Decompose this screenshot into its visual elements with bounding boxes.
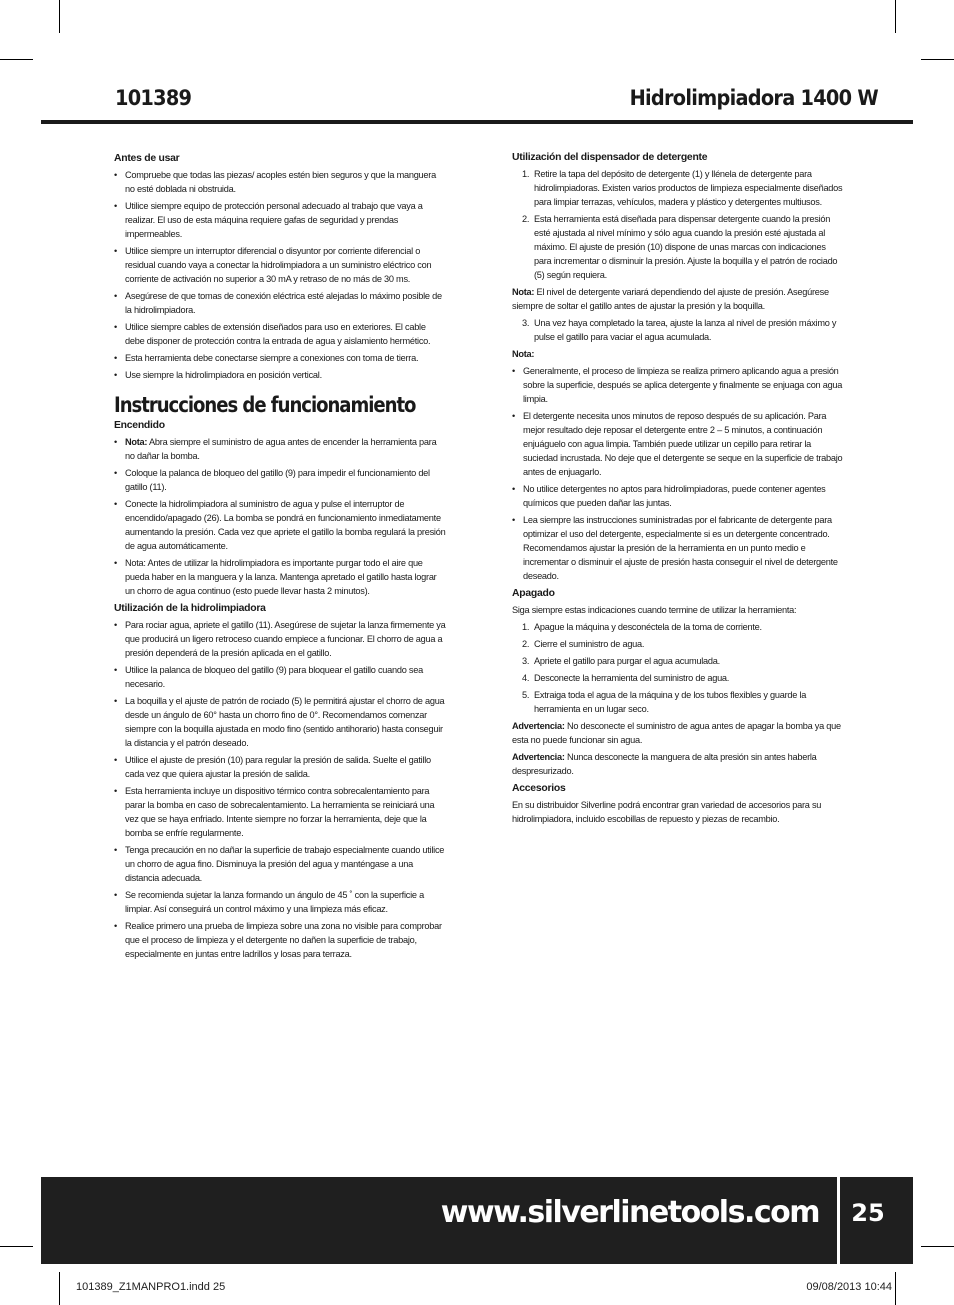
note-text: Abra siempre el suministro de agua antes de encender la herramienta para no dañar la bomba. xyxy=(125,437,437,461)
list-item: • No utilice detergentes no aptos para hidrolimpiadoras, puede contener agentes químicos que pueden dañar las juntas. xyxy=(512,482,845,510)
warning-label: Advertencia: xyxy=(512,752,565,762)
detergente-steps-cont xyxy=(512,316,845,344)
note-label: Nota: xyxy=(125,437,148,447)
warning-paragraph xyxy=(512,719,845,747)
step-number: 3. xyxy=(522,656,530,666)
list-item: • Tenga precaución en no dañar la superficie de trabajo especialmente cuando utilice un chorro de agua fino. Disminuya la presión del agua y manténgase a una distancia adecuada. xyxy=(114,843,446,885)
nota-list xyxy=(512,364,845,583)
section-title-apagado: Apagado xyxy=(512,588,555,599)
step-text: Desconecte la herramienta del suministro de agua. xyxy=(534,673,730,683)
page-title: Hidrolimpiadora 1400 W xyxy=(629,86,878,110)
crop-mark xyxy=(895,0,896,33)
step-text: Extraiga toda el agua de la máquina y de los tubos flexibles y guarde la herramienta en un lugar seco. xyxy=(534,690,807,714)
list-item xyxy=(512,316,845,344)
product-code: 101389 xyxy=(115,86,192,110)
list-item: • Use siempre la hidrolimpiadora en posición vertical. xyxy=(114,368,446,382)
step-number: 1. xyxy=(522,622,530,632)
list-item: • Esta herramienta debe conectarse siempre a conexiones con toma de tierra. xyxy=(114,351,446,365)
crop-mark xyxy=(0,1246,33,1247)
crop-mark xyxy=(0,59,33,60)
crop-mark xyxy=(59,0,60,33)
list-item: • Compruebe que todas las piezas/ acoples estén bien seguros y que la manguera no esté doblada ni obstruida. xyxy=(114,168,446,196)
note-paragraph xyxy=(512,285,845,313)
step-text: Una vez haya completado la tarea, ajuste la lanza al nivel de presión máximo y pulse el gatillo para vaciar el agua acumulada. xyxy=(534,318,837,342)
step-text: Retire la tapa del depósito de detergente (1) y llénela de detergente para hidrolimpiadoras. Existen varios productos de limpieza especialmente diseñados para limpiar terrazas, vehículos, madera y plástico y detergentes multiusos. xyxy=(534,169,843,207)
section-title-encendido: Encendido xyxy=(114,420,165,431)
note-heading xyxy=(512,347,845,361)
accesorios-text: En su distribuidor Silverline podrá encontrar gran variedad de accesorios para su hidrolimpiadora, incluido escobillas de repuesto y piezas de recambio. xyxy=(512,800,822,824)
list-item: • Realice primero una prueba de limpieza sobre una zona no visible para comprobar que el proceso de limpieza y el detergente no dañen la superficie de trabajo, especialmente en juntas entre ladrillos y losas para terraza. xyxy=(114,919,446,961)
section-title-utilizacion: Utilización de la hidrolimpiadora xyxy=(114,603,266,614)
list-item: • Utilice la palanca de bloqueo del gatillo (9) para bloquear el gatillo cuando sea necesario. xyxy=(114,663,446,691)
list-item xyxy=(114,435,446,463)
crop-mark xyxy=(59,1272,60,1305)
list-item: • Utilice el ajuste de presión (10) para regular la presión de salida. Suelte el gatillo cada vez que quiera ajustar la presión de salida. xyxy=(114,753,446,781)
step-number: 2. xyxy=(522,214,530,224)
list-item: • El detergente necesita unos minutos de reposo después de su aplicación. Para mejor resultado deje reposar el detergente entre 2 – 5 minutos, a continuación enjuáguelo con agua limpia. También puede utilizar un cepillo para retirar la suciedad incrustada. No deje que el detergente se seque en la superficie de trabajo antes de enjuagarlo. xyxy=(512,409,845,479)
note-label: Nota: xyxy=(512,349,535,359)
apagado-intro: Siga siempre estas indicaciones cuando termine de utilizar la herramienta: xyxy=(512,605,797,615)
crop-mark xyxy=(921,1246,954,1247)
warning-paragraph xyxy=(512,750,845,778)
print-slug-date: 09/08/2013 10:44 xyxy=(806,1281,892,1293)
list-item xyxy=(512,654,845,668)
warning-text: No desconecte el suministro de agua antes de apagar la bomba ya que esta no puede funcionar sin agua. xyxy=(512,721,841,745)
page-number: 25 xyxy=(851,1199,885,1227)
website-url[interactable]: www.silverlinetools.com xyxy=(440,1195,819,1230)
list-item: • Generalmente, el proceso de limpieza se realiza primero aplicando agua a presión sobre la superficie, después se aplica detergente y finalmente se enjuaga con agua limpia. xyxy=(512,364,845,406)
step-number: 2. xyxy=(522,639,530,649)
step-text: Apague la máquina y desconéctela de la toma de corriente. xyxy=(534,622,762,632)
apagado-steps xyxy=(512,620,845,716)
warning-label: Advertencia: xyxy=(512,721,565,731)
left-column xyxy=(114,151,446,964)
list-item: • Esta herramienta incluye un dispositivo térmico contra sobrecalentamiento para parar la bomba en caso de sobrecalentamiento. La herramienta se reiniciará una vez que se haya enfriado. Intente siempre no forzar la herramienta, deje que la bomba se enfríe regularmente. xyxy=(114,784,446,840)
list-item: • Lea siempre las instrucciones suministradas por el fabricante de detergente para optimizar el uso del detergente, especialmente si es un detergente concentrado. Recomendamos ajustar la presión de la herramienta en un punto medio e incrementar o disminuir el ajuste de presión hasta conseguir el nivel de detergente deseado. xyxy=(512,513,845,583)
section-title-antes: Antes de usar xyxy=(114,153,180,164)
warning-text: Nunca desconecte la manguera de alta presión sin antes haberla despresurizado. xyxy=(512,752,817,776)
list-item: • Asegúrese de que tomas de conexión eléctrica esté alejadas lo máximo posible de la hidrolimpiadora. xyxy=(114,289,446,317)
crop-mark xyxy=(895,1272,896,1305)
step-text: Esta herramienta está diseñada para dispensar detergente cuando la presión esté ajustada al nivel mínimo y sólo agua cuando la presión esté ajustada al máximo. El ajuste de presión (10) dispone de unas marcas con indicaciones para incrementar o disminuir la presión. Ajuste la boquilla y el patrón de rociado (5) según requiera. xyxy=(534,214,838,280)
encendido-list xyxy=(114,435,446,598)
list-item: • Coloque la palanca de bloqueo del gatillo (9) para impedir el funcionamiento del gatillo (11). xyxy=(114,466,446,494)
list-item xyxy=(512,620,845,634)
list-item: • Para rociar agua, apriete el gatillo (11). Asegúrese de sujetar la lanza firmemente ya que producirá un ligero retroceso cuando empiece a funcionar. El chorro de agua a presión dependerá de la presión aplicada en el gatillo. xyxy=(114,618,446,660)
list-item: • Se recomienda sujetar la lanza formando un ángulo de 45 ˚ con la superficie a limpiar. Así conseguirá un control máximo y una limpieza más eficaz. xyxy=(114,888,446,916)
section-title-accesorios: Accesorios xyxy=(512,783,566,794)
utilizacion-list xyxy=(114,618,446,961)
list-item: • Utilice siempre cables de extensión diseñados para uso en exteriores. El cable debe disponer de protección contra la entrada de agua y aislamiento hermético. xyxy=(114,320,446,348)
detergente-steps xyxy=(512,167,845,282)
step-number: 1. xyxy=(522,169,530,179)
crop-mark xyxy=(921,59,954,60)
section-title-detergente: Utilización del dispensador de detergente xyxy=(512,152,708,163)
list-item: • Nota: Antes de utilizar la hidrolimpiadora es importante purgar todo el aire que pueda haber en la manguera y la lanza. Mantenga apretado el gatillo hasta lograr un chorro de agua continuo (esto puede llevar hasta 2 minutos). xyxy=(114,556,446,598)
step-number: 4. xyxy=(522,673,530,683)
section-heading-instrucciones: Instrucciones de funcionamiento xyxy=(114,393,416,417)
step-number: 3. xyxy=(522,318,530,328)
list-item xyxy=(512,167,845,209)
step-text: Apriete el gatillo para purgar el agua acumulada. xyxy=(534,656,720,666)
antes-list xyxy=(114,168,446,382)
list-item: • La boquilla y el ajuste de patrón de rociado (5) le permitirá ajustar el chorro de agua desde un ángulo de 60° hasta un chorro fino de 0°. Recomendamos comenzar siempre con la boquilla ajustada en modo fino (sentido antihorario) hasta conseguir la distancia y el patrón deseado. xyxy=(114,694,446,750)
list-item: • Conecte la hidrolimpiadora al suministro de agua y pulse el interruptor de encendido/apagado (26). La bomba se pondrá en funcionamiento inmediatamente aumentando la presión. Cada vez que apriete el gatillo la bomba regulará la presión de agua automáticamente. xyxy=(114,497,446,553)
list-item: • Utilice siempre un interruptor diferencial o disyuntor por corriente diferencial o residual cuando vaya a conectar la hidrolimpiadora a un suministro eléctrico con corriente de activación no superior a 30 mA y retraso de no más de 30 ms. xyxy=(114,244,446,286)
note-label: Nota: xyxy=(512,287,535,297)
list-item xyxy=(512,688,845,716)
list-item: • Utilice siempre equipo de protección personal adecuado al trabajo que vaya a realizar. El uso de esta máquina requiere gafas de seguridad y prendas impermeables. xyxy=(114,199,446,241)
print-slug-file: 101389_Z1MANPRO1.indd 25 xyxy=(76,1281,226,1293)
step-text: Cierre el suministro de agua. xyxy=(534,639,645,649)
header-rule xyxy=(41,120,913,124)
list-item xyxy=(512,671,845,685)
right-column xyxy=(512,150,845,829)
note-text: El nivel de detergente variará dependiendo del ajuste de presión. Asegúrese siempre de soltar el gatillo antes de ajustar la presión y la boquilla. xyxy=(512,287,829,311)
list-item xyxy=(512,212,845,282)
step-number: 5. xyxy=(522,690,530,700)
list-item xyxy=(512,637,845,651)
